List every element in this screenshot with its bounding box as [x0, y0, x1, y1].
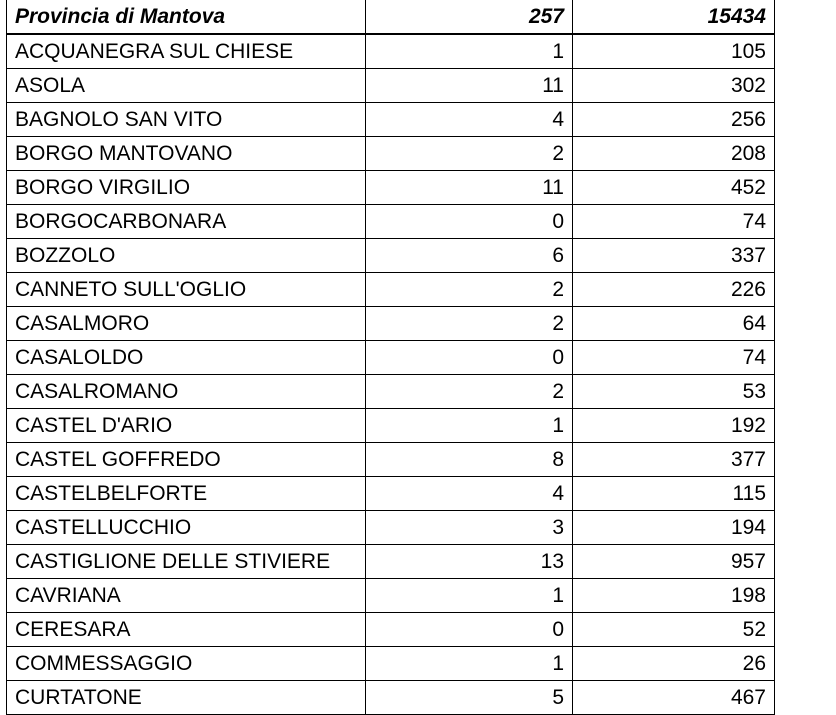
- table-row: [7, 613, 775, 647]
- municipality-name: CASALMORO: [7, 307, 366, 341]
- province-total-row: [7, 0, 775, 34]
- value-b: 957: [573, 545, 775, 579]
- value-a: 1: [366, 579, 573, 613]
- spreadsheet-table-container: [6, 0, 774, 715]
- value-a: 1: [366, 34, 573, 69]
- value-b: 26: [573, 647, 775, 681]
- value-b: 198: [573, 579, 775, 613]
- value-b: 53: [573, 375, 775, 409]
- table-row: [7, 205, 775, 239]
- table-row: [7, 239, 775, 273]
- value-b: 208: [573, 137, 775, 171]
- table-row: [7, 579, 775, 613]
- province-total-b: 15434: [573, 0, 775, 34]
- value-a: 0: [366, 205, 573, 239]
- value-b: 192: [573, 409, 775, 443]
- municipalities-table: [6, 0, 775, 715]
- value-a: 2: [366, 307, 573, 341]
- value-b: 105: [573, 34, 775, 69]
- municipality-name: CASTELLUCCHIO: [7, 511, 366, 545]
- value-b: 337: [573, 239, 775, 273]
- municipality-name: ACQUANEGRA SUL CHIESE: [7, 34, 366, 69]
- municipality-name: CERESARA: [7, 613, 366, 647]
- value-b: 256: [573, 103, 775, 137]
- municipality-name: BORGO MANTOVANO: [7, 137, 366, 171]
- value-a: 11: [366, 171, 573, 205]
- value-a: 1: [366, 409, 573, 443]
- province-name: Provincia di Mantova: [7, 0, 366, 34]
- municipality-name: CASALROMANO: [7, 375, 366, 409]
- value-a: 0: [366, 341, 573, 375]
- municipality-name: CANNETO SULL'OGLIO: [7, 273, 366, 307]
- value-b: 377: [573, 443, 775, 477]
- municipality-name: BORGOCARBONARA: [7, 205, 366, 239]
- table-row: [7, 273, 775, 307]
- municipality-name: CASTEL GOFFREDO: [7, 443, 366, 477]
- municipality-name: BAGNOLO SAN VITO: [7, 103, 366, 137]
- table-row: [7, 545, 775, 579]
- value-b: 52: [573, 613, 775, 647]
- municipality-name: BORGO VIRGILIO: [7, 171, 366, 205]
- table-row: [7, 103, 775, 137]
- value-a: 1: [366, 647, 573, 681]
- table-row: [7, 681, 775, 715]
- table-body: [7, 0, 775, 715]
- municipality-name: CASTEL D'ARIO: [7, 409, 366, 443]
- table-row: [7, 34, 775, 69]
- table-row: [7, 307, 775, 341]
- value-a: 3: [366, 511, 573, 545]
- table-row: [7, 477, 775, 511]
- table-row: [7, 409, 775, 443]
- value-b: 74: [573, 205, 775, 239]
- municipality-name: CASTELBELFORTE: [7, 477, 366, 511]
- table-row: [7, 69, 775, 103]
- municipality-name: CASALOLDO: [7, 341, 366, 375]
- value-a: 13: [366, 545, 573, 579]
- province-total-a: 257: [366, 0, 573, 34]
- municipality-name: CURTATONE: [7, 681, 366, 715]
- table-row: [7, 171, 775, 205]
- value-a: 2: [366, 137, 573, 171]
- value-b: 452: [573, 171, 775, 205]
- value-a: 2: [366, 375, 573, 409]
- value-b: 64: [573, 307, 775, 341]
- table-row: [7, 137, 775, 171]
- municipality-name: COMMESSAGGIO: [7, 647, 366, 681]
- table-row: [7, 647, 775, 681]
- value-a: 2: [366, 273, 573, 307]
- value-b: 467: [573, 681, 775, 715]
- value-b: 302: [573, 69, 775, 103]
- value-b: 194: [573, 511, 775, 545]
- table-row: [7, 375, 775, 409]
- municipality-name: BOZZOLO: [7, 239, 366, 273]
- value-a: 8: [366, 443, 573, 477]
- value-a: 6: [366, 239, 573, 273]
- value-a: 11: [366, 69, 573, 103]
- value-a: 0: [366, 613, 573, 647]
- value-a: 4: [366, 477, 573, 511]
- value-a: 5: [366, 681, 573, 715]
- municipality-name: CAVRIANA: [7, 579, 366, 613]
- municipality-name: CASTIGLIONE DELLE STIVIERE: [7, 545, 366, 579]
- value-b: 226: [573, 273, 775, 307]
- value-b: 115: [573, 477, 775, 511]
- table-row: [7, 341, 775, 375]
- value-b: 74: [573, 341, 775, 375]
- municipality-name: ASOLA: [7, 69, 366, 103]
- table-row: [7, 443, 775, 477]
- value-a: 4: [366, 103, 573, 137]
- table-row: [7, 511, 775, 545]
